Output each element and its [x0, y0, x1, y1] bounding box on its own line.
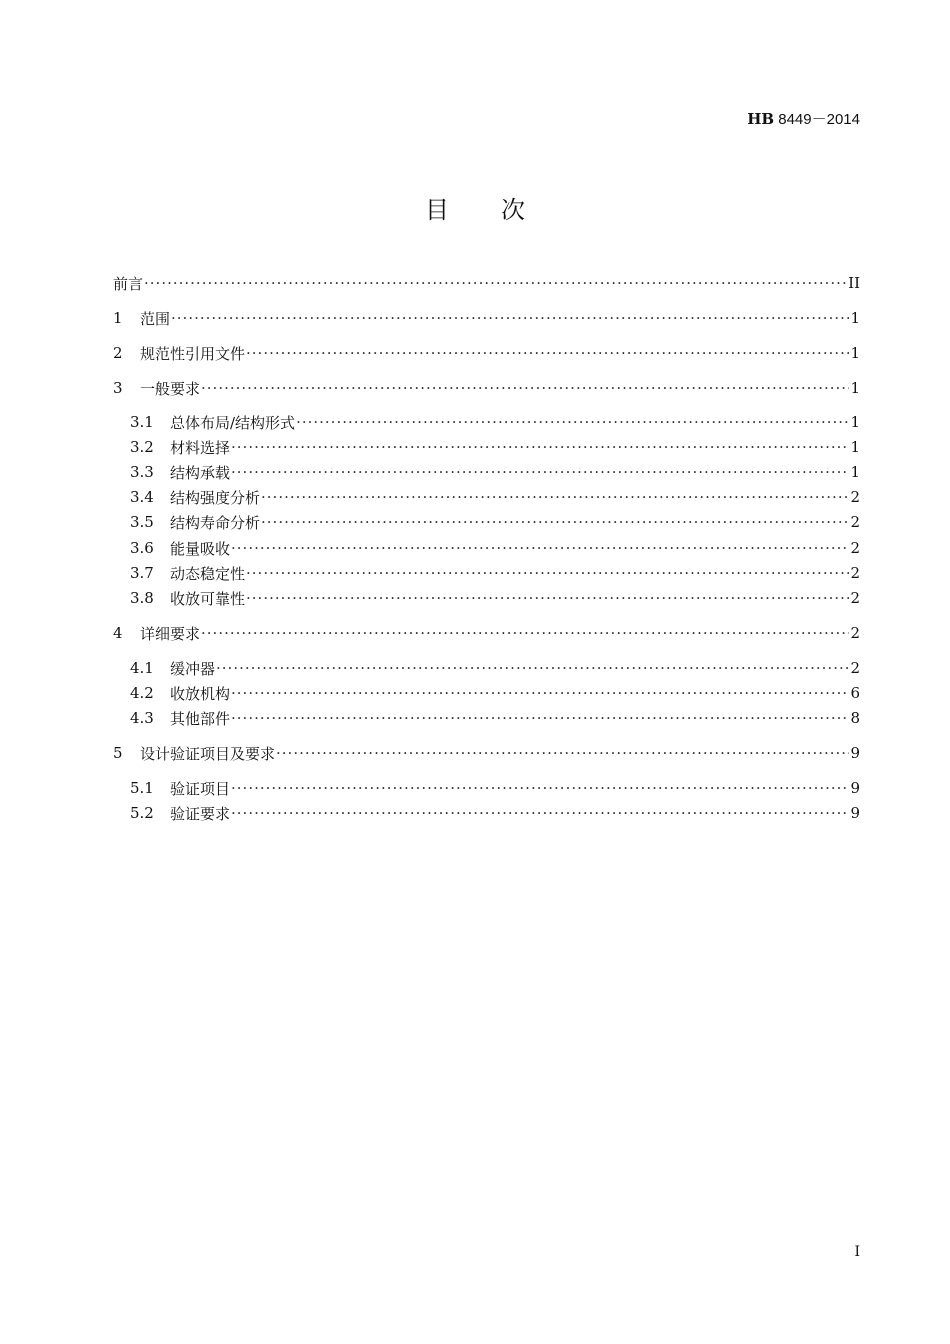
dot-leader: [231, 539, 849, 557]
toc-entry-number: 3.6: [130, 539, 154, 557]
toc-entry-page: 2: [850, 539, 860, 557]
toc-entry-label: 范围: [140, 309, 171, 328]
toc-entry-number: 5.1: [130, 779, 154, 797]
toc-entry-label: 能量吸收: [170, 539, 231, 558]
toc-entry-label: 结构强度分析: [170, 488, 261, 507]
dot-leader: [261, 488, 849, 506]
toc-entry-label: 收放机构: [170, 684, 231, 703]
dot-leader: [261, 513, 849, 531]
dot-leader: [246, 344, 849, 362]
standard-number: 8449－2014: [778, 111, 860, 128]
toc-entry-page: 2: [850, 659, 860, 677]
toc-entry-page: 1: [850, 413, 860, 431]
toc-entry[interactable]: [130, 802, 860, 824]
toc-entry-number: 4.3: [130, 709, 154, 727]
document-code-header: [747, 108, 860, 129]
dot-leader: [171, 309, 849, 327]
toc-entry[interactable]: [113, 307, 860, 329]
toc-entry-page: 2: [850, 513, 860, 531]
toc-entry[interactable]: [130, 461, 860, 483]
dot-leader: [201, 379, 849, 397]
toc-entry-page: 1: [850, 438, 860, 456]
toc-entry-page: 8: [850, 709, 860, 727]
toc-entry-label: 详细要求: [140, 624, 201, 643]
toc-entry-page: 2: [850, 564, 860, 582]
toc-entry-number: 3.1: [130, 413, 154, 431]
toc-entry-label: 其他部件: [170, 709, 231, 728]
toc-entry[interactable]: [130, 537, 860, 559]
toc-entry-page: 2: [850, 624, 860, 642]
toc-entry-label: 设计验证项目及要求: [140, 744, 276, 763]
toc-entry-label: 结构承载: [170, 463, 231, 482]
toc-entry-label: 结构寿命分析: [170, 513, 261, 532]
toc-entry[interactable]: [130, 562, 860, 584]
dot-leader: [201, 624, 849, 642]
dot-leader: [216, 659, 849, 677]
toc-entry-page: 2: [850, 589, 860, 607]
toc-entry-number: 5: [113, 744, 123, 762]
dot-leader: [231, 779, 849, 797]
toc-entry-number: 3.8: [130, 589, 154, 607]
toc-entry-number: 3.7: [130, 564, 154, 582]
dot-leader: [231, 709, 849, 727]
dot-leader: [246, 564, 849, 582]
toc-entry-page: 9: [850, 744, 860, 762]
toc-entry-label: 缓冲器: [170, 659, 216, 678]
toc-entry-page: 6: [850, 684, 860, 702]
toc-entry[interactable]: [130, 777, 860, 799]
toc-entry[interactable]: [113, 272, 860, 294]
dot-leader: [296, 413, 849, 431]
toc-entry-label: 材料选择: [170, 438, 231, 457]
toc-entry-number: 3: [113, 379, 123, 397]
toc-entry-page: 1: [850, 463, 860, 481]
toc-entry[interactable]: [130, 657, 860, 679]
toc-entry[interactable]: [130, 411, 860, 433]
toc-entry-page: II: [848, 274, 860, 292]
dot-leader: [144, 274, 847, 292]
toc-entry-number: 3.2: [130, 438, 154, 456]
dot-leader: [246, 589, 849, 607]
toc-entry-number: 4: [113, 624, 123, 642]
standard-prefix: HB: [747, 110, 775, 128]
toc-entry-number: 4.1: [130, 659, 154, 677]
toc-entry-label: 前言: [113, 274, 144, 293]
dot-leader: [231, 438, 849, 456]
toc-entry-page: 1: [850, 309, 860, 327]
page-number-footer: I: [854, 1244, 860, 1260]
toc-entry-number: 3.5: [130, 513, 154, 531]
toc-entry-label: 验证项目: [170, 779, 231, 798]
toc-entry-label: 总体布局/结构形式: [170, 413, 296, 432]
toc-entry-number: 4.2: [130, 684, 154, 702]
toc-entry-page: 1: [850, 379, 860, 397]
toc-entry[interactable]: [113, 622, 860, 644]
toc-entry[interactable]: [130, 682, 860, 704]
toc-entry-label: 动态稳定性: [170, 564, 246, 583]
toc-entry[interactable]: [130, 587, 860, 609]
dot-leader: [231, 463, 849, 481]
toc-entry-number: 3.4: [130, 488, 154, 506]
toc-entry-label: 验证要求: [170, 804, 231, 823]
toc-entry-number: 1: [113, 309, 123, 327]
toc-entry-page: 9: [850, 804, 860, 822]
toc-entry-number: 5.2: [130, 804, 154, 822]
page-title: 目次: [425, 196, 577, 224]
toc-entry[interactable]: [130, 511, 860, 533]
dot-leader: [231, 804, 849, 822]
toc-entry[interactable]: [113, 742, 860, 764]
toc-entry-number: 2: [113, 344, 123, 362]
toc-entry-page: 2: [850, 488, 860, 506]
toc-entry[interactable]: [130, 486, 860, 508]
toc-entry[interactable]: [130, 707, 860, 729]
toc-entry[interactable]: [113, 377, 860, 399]
toc-entry-label: 收放可靠性: [170, 589, 246, 608]
toc-entry[interactable]: [130, 436, 860, 458]
toc-entry-label: 规范性引用文件: [140, 344, 246, 363]
toc-entry-page: 9: [850, 779, 860, 797]
toc-entry[interactable]: [113, 342, 860, 364]
dot-leader: [276, 744, 849, 762]
dot-leader: [231, 684, 849, 702]
toc-entry-page: 1: [850, 344, 860, 362]
toc-entry-label: 一般要求: [140, 379, 201, 398]
toc-entry-number: 3.3: [130, 463, 154, 481]
